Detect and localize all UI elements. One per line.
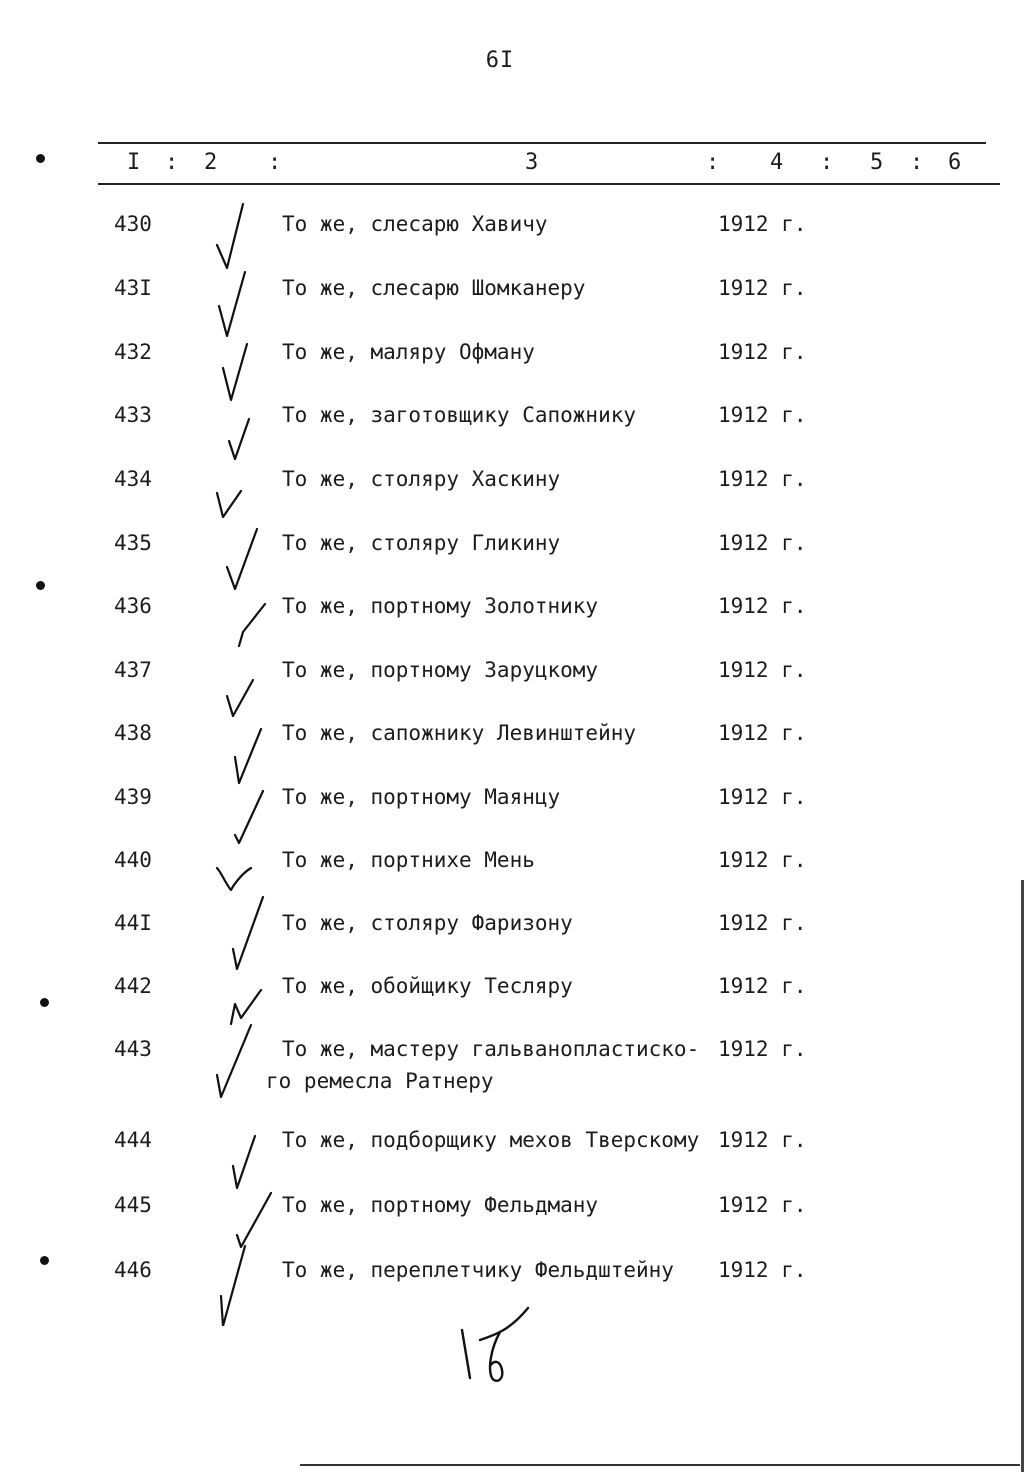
row-year: 1912 г. xyxy=(718,531,807,555)
row-description: То же, слесарю Хавичу xyxy=(282,212,548,236)
column-header-2: 2 xyxy=(204,150,218,175)
row-description: То же, столяру Гликину xyxy=(282,531,561,555)
row-number: 435 xyxy=(114,531,152,555)
row-year: 1912 г. xyxy=(718,1258,807,1282)
column-separator: : xyxy=(820,150,834,175)
column-header-4: 4 xyxy=(770,150,784,175)
column-header-6: 6 xyxy=(948,150,962,175)
row-number: 439 xyxy=(114,785,152,809)
row-description: То же, сапожнику Левинштейну xyxy=(282,721,637,745)
signature-mark xyxy=(450,1300,550,1400)
column-separator: : xyxy=(706,150,720,175)
row-number: 444 xyxy=(114,1128,152,1152)
table-row xyxy=(0,594,1024,654)
column-separator: : xyxy=(165,150,179,175)
table-row xyxy=(0,721,1024,781)
table-row xyxy=(0,531,1024,591)
row-description: То же, портному Фельдману xyxy=(282,1193,599,1217)
punch-hole-mark xyxy=(36,154,45,163)
punch-hole-mark xyxy=(36,581,45,590)
row-year: 1912 г. xyxy=(718,974,807,998)
row-year: 1912 г. xyxy=(718,848,807,872)
row-number: 440 xyxy=(114,848,152,872)
row-year: 1912 г. xyxy=(718,721,807,745)
row-number: 432 xyxy=(114,340,152,364)
row-number: 433 xyxy=(114,403,152,427)
header-bottom-rule xyxy=(98,183,1000,185)
row-year: 1912 г. xyxy=(718,276,807,300)
row-number: 44I xyxy=(114,911,152,935)
checkmark-icon xyxy=(205,1236,275,1326)
row-description: То же, портному Маянцу xyxy=(282,785,561,809)
row-year: 1912 г. xyxy=(718,212,807,236)
table-row xyxy=(0,403,1024,463)
punch-hole-mark xyxy=(40,1256,49,1265)
table-row xyxy=(0,340,1024,400)
row-description: То же, портнихе Мень xyxy=(282,848,535,872)
page-bottom-edge xyxy=(300,1464,1020,1466)
row-description: То же, столяру Фаризону xyxy=(282,911,573,935)
row-description: То же, подборщику мехов Тверскому xyxy=(282,1128,700,1152)
row-year: 1912 г. xyxy=(718,1037,807,1061)
row-year: 1912 г. xyxy=(718,594,807,618)
row-number: 43I xyxy=(114,276,152,300)
table-row xyxy=(0,974,1024,1034)
row-number: 442 xyxy=(114,974,152,998)
row-description: То же, портному Заруцкому xyxy=(282,658,599,682)
row-number: 430 xyxy=(114,212,152,236)
table-row xyxy=(0,848,1024,908)
row-description: То же, слесарю Шомканеру xyxy=(282,276,586,300)
checkmark-icon xyxy=(205,1015,275,1105)
row-description: То же, заготовщику Сапожнику xyxy=(282,403,637,427)
row-description: То же, портному Золотнику xyxy=(282,594,599,618)
table-row xyxy=(0,467,1024,527)
row-year: 1912 г. xyxy=(718,1128,807,1152)
column-separator: : xyxy=(910,150,924,175)
table-row xyxy=(0,785,1024,845)
row-number: 446 xyxy=(114,1258,152,1282)
row-number: 436 xyxy=(114,594,152,618)
table-row xyxy=(0,1193,1024,1253)
row-description: То же, маляру Офману xyxy=(282,340,535,364)
row-year: 1912 г. xyxy=(718,658,807,682)
row-year: 1912 г. xyxy=(718,1193,807,1217)
column-header-3: 3 xyxy=(525,150,539,175)
header-top-rule xyxy=(98,142,986,144)
row-description-continuation: го ремесла Ратнеру xyxy=(266,1069,494,1093)
page-number: 6I xyxy=(485,48,515,73)
row-year: 1912 г. xyxy=(718,340,807,364)
column-header-5: 5 xyxy=(870,150,884,175)
row-number: 443 xyxy=(114,1037,152,1061)
row-year: 1912 г. xyxy=(718,403,807,427)
row-description: То же, мастеру гальванопластиско- xyxy=(282,1037,700,1061)
table-row xyxy=(0,1128,1024,1188)
row-description: То же, обойщику Тесляру xyxy=(282,974,573,998)
table-row xyxy=(0,911,1024,971)
row-number: 445 xyxy=(114,1193,152,1217)
row-number: 438 xyxy=(114,721,152,745)
table-row xyxy=(0,276,1024,336)
row-year: 1912 г. xyxy=(718,785,807,809)
table-row xyxy=(0,658,1024,718)
row-number: 437 xyxy=(114,658,152,682)
row-description: То же, столяру Хаскину xyxy=(282,467,561,491)
table-row xyxy=(0,212,1024,272)
row-description: То же, переплетчику Фельдштейну xyxy=(282,1258,674,1282)
table-row xyxy=(0,1037,1024,1097)
column-header-1: I xyxy=(127,150,141,175)
row-year: 1912 г. xyxy=(718,911,807,935)
row-number: 434 xyxy=(114,467,152,491)
column-separator: : xyxy=(268,150,282,175)
row-year: 1912 г. xyxy=(718,467,807,491)
punch-hole-mark xyxy=(40,998,49,1007)
